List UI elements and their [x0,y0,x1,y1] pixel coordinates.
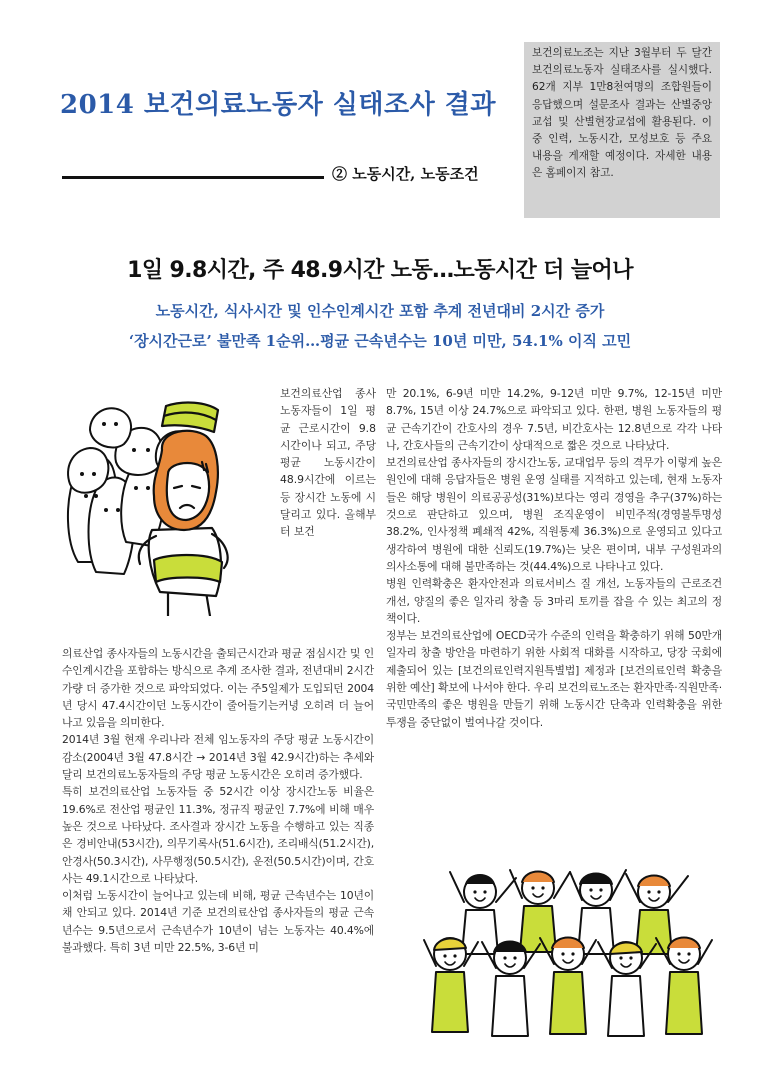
paragraph: 의료산업 종사자들의 노동시간을 출퇴근시간과 평균 점심시간 및 인수인계시간을 포함하는 방식으로 추계 조사한 결과, 전년대비 2시간 가량 더 증가한 것으로 파악되었다. 이는 주5일제가 도입되던 2004년 당시 47.4시간이던 노동시간이 줄어들기는커녕 오히려 더 늘어나고 있음을 의미한다. [62,647,374,730]
paragraph: 특히 보건의료산업 노동자들 중 52시간 이상 장시간노동 비율은 19.6%로 전산업 평균인 11.3%, 정규직 평균인 7.7%에 비해 매우 높은 것으로 나타났다. 조사결과 장시간 노동을 수행하고 있는 직종은 경비안내(53시간), 의무기록사(51.6시간), 조리배식(51.2시간), 안경사(50.3시간), 사무행정(50.5시간), 운전(50.5시간)이며, 간호사는 49.1시간으로 나타났다. [62,785,374,885]
intro-box [524,42,720,218]
subheadline-2: ‘장시간근로’ 불만족 1순위…평균 근속년수는 10년 미만, 54.1% 이직 고민 [128,332,632,350]
headline: 1일 9.8시간, 주 48.9시간 노동…노동시간 더 늘어나 [127,258,633,283]
series-subtitle: ② 노동시간, 노동조건 [332,165,479,183]
cheering-workers-illustration [420,862,716,1052]
article-right-column [386,385,722,731]
paragraph: 2014년 3월 현재 우리나라 전체 임노동자의 주당 평균 노동시간이 감소(2004년 3월 47.8시간 → 2014년 3월 42.9시간)하는 추세와 달리 보건의료노동자들의 주당 평균 노동시간은 오히려 증가했다. [62,733,374,782]
page-title: 2014 보건의료노동자 실태조사 결과 [60,90,497,120]
article-intro-column [280,385,376,541]
paragraph: 보건의료산업 종사 노동자들이 1일 평균 근로시간이 9.8시간이나 되고, 주당 평균 노동시간이 48.9시간에 이르는 등 장시간 노동에 시달리고 있다. 올해부터 보건 [280,387,376,539]
tired-nurse-illustration [56,392,270,616]
paragraph: 보건의료산업 종사자들의 장시간노동, 교대업무 등의 격무가 이렇게 높은 원인에 대해 응답자들은 병원 운영 실태를 지적하고 있는데, 현재 노동자들은 해당 병원이 의료공공성(31%)보다는 영리 경영을 추구(37%)하는 것으로 판단하고 있으며, 병원 조직운영이 비민주적(경영불투명성 38.2%, 인사정책 폐쇄적 42%, 직원통제 36.3%)으로 운영되고 있다고 생각하여 병원에 대한 신뢰도(19.7%)는 낮은 편이며, 내부 구성원과의 의사소통에 대해 불만족하는 것(44.4%)으로 나타나고 있다. [386,456,722,573]
article-left-column [62,645,374,956]
title-divider [62,176,324,179]
intro-box-text: 보건의료노조는 지난 3월부터 두 달간 보건의료노동자 실태조사를 실시했다. 62개 지부 1만8천여명의 조합원들이 응답했으며 설문조사 결과는 산별중앙교섭 및 산별현장교섭에 활용된다. 이 중 인력, 노동시간, 모성보호 등 주요 내용을 게재할 예정이다. 자세한 내용은 홈페이지 참고. [532,47,712,180]
subheadline-1: 노동시간, 식사시간 및 인수인계시간 포함 추계 전년대비 2시간 증가 [155,302,605,320]
paragraph: 정부는 보건의료산업에 OECD국가 수준의 인력을 확충하기 위해 50만개 일자리 창출 방안을 마련하기 위한 사회적 대화를 시작하고, 당장 국회에 제출되어 있는 [보건의료인력지원특별법] 제정과 [보건의료인력 확충을 위한 예산] 확보에 나서야 한다. 우리 보건의료노조는 환자만족·직원만족·국민만족의 좋은 병원을 만들기 위해 노동시간 단축과 인력확충을 위한 투쟁을 중단없이 벌여나갈 것이다. [386,629,722,729]
paragraph: 만 20.1%, 6-9년 미만 14.2%, 9-12년 미만 9.7%, 12-15년 미만 8.7%, 15년 이상 24.7%으로 파악되고 있다. 한편, 병원 노동자들의 평균 근속기간이 간호사의 경우 7.5년, 비간호사는 12.8년으로 각각 나타나, 간호사들의 근속기간이 상대적으로 짧은 것으로 나타났다. [386,387,722,452]
paragraph: 병원 인력확충은 환자안전과 의료서비스 질 개선, 노동자들의 근로조건 개선, 양질의 좋은 일자리 창출 등 3마리 토끼를 잡을 수 있는 최고의 정책이다. [386,577,722,625]
paragraph: 이처럼 노동시간이 늘어나고 있는데 비해, 평균 근속년수는 10년이 채 안되고 있다. 2014년 기준 보건의료산업 종사자들의 평균 근속년수는 9.5년으로서 근속년수가 10년이 넘는 노동자는 40.4%에 불과했다. 특히 3년 미만 22.5%, 3-6년 미 [62,889,374,955]
